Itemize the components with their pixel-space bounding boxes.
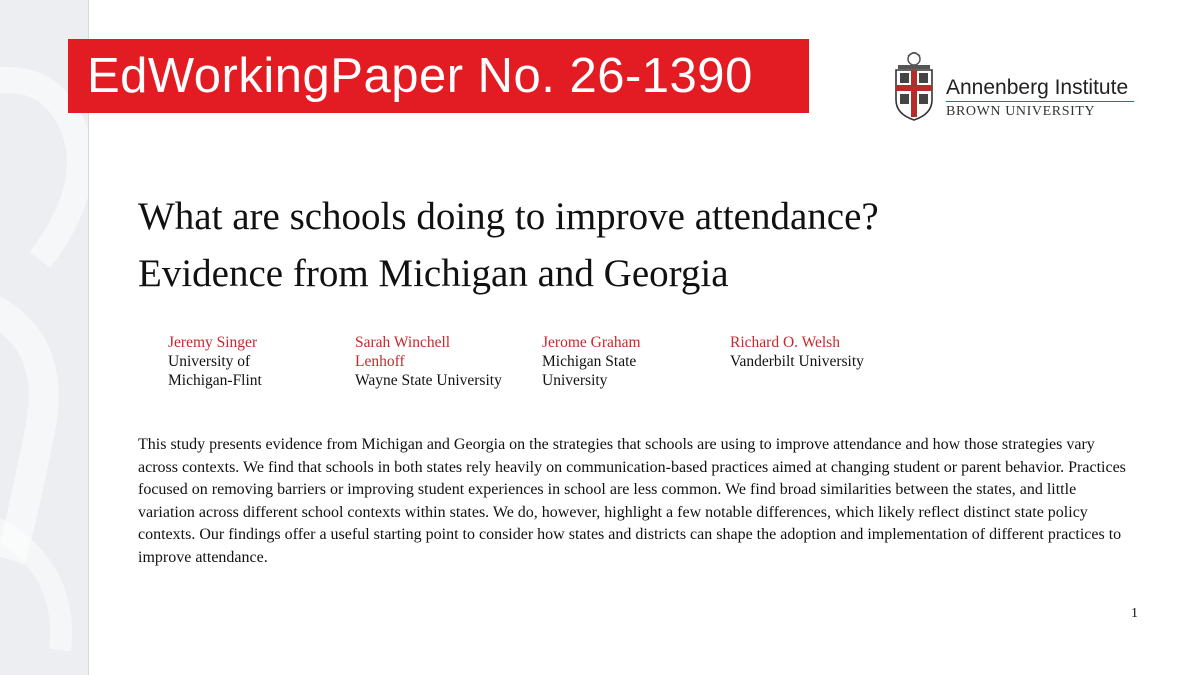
author-affiliation: Wayne State University [355,372,502,389]
author-block-4 [730,333,864,371]
author-name: Jerome Graham [542,334,641,351]
author-block-1 [168,333,262,390]
author-name-line: Sarah Winchell [355,334,451,351]
annenberg-logo [892,52,1142,124]
author-block-3 [542,333,641,390]
author-affiliation-line: University [542,372,608,389]
logo-divider [946,101,1134,102]
abstract-paragraph: This study presents evidence from Michigan and Georgia on the strategies that schools are using to improve attendance and how those strategies vary across contexts. We find that schools in both states rely heavily on communication-based practices aimed at changing student or parent behavior. Practices focused on removing barriers or improving student experiences in school are less common. We find broad similarities between the states, and little variation across different school contexts within states. We do, however, highlight a few notable differences, which likely reflect distinct state policy contexts. Our findings offer a useful starting point to consider how states and districts can shape the adoption and implementation of different practices to improve attendance. [138,436,1126,566]
paper-title [138,188,1138,302]
brown-shield-icon [892,52,936,122]
author-name: Richard O. Welsh [730,334,840,351]
title-line-2: Evidence from Michigan and Georgia [138,252,729,295]
author-name-line: Lenhoff [355,353,405,370]
title-line-1: What are schools doing to improve attendance? [138,195,879,238]
author-name: Jeremy Singer [168,334,258,351]
institute-name: Annenberg Institute [946,76,1129,99]
working-paper-number: EdWorkingPaper No. 26-1390 [87,49,753,103]
author-affiliation-line: Michigan State [542,353,637,370]
working-paper-banner [68,39,809,113]
author-block-2 [355,333,502,390]
page-number: 1 [1131,606,1138,621]
author-affiliation: Vanderbilt University [730,353,864,370]
author-affiliation-line: Michigan-Flint [168,372,262,389]
author-affiliation-line: University of [168,353,251,370]
university-name: BROWN UNIVERSITY [946,104,1096,119]
